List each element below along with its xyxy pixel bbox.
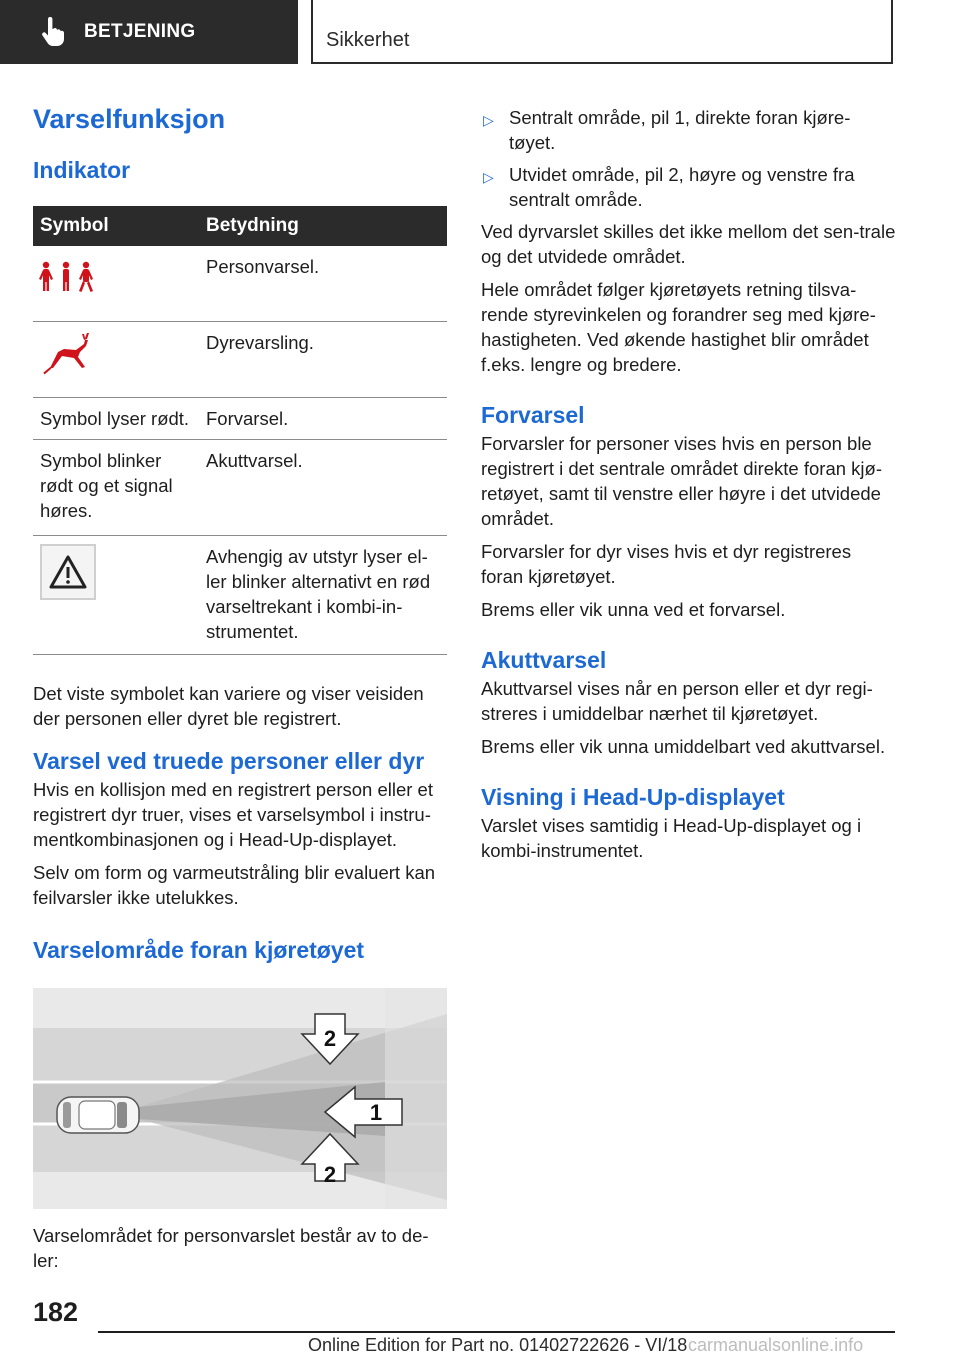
symbol-column-header: Symbol [33,206,199,246]
chapter-tab [311,0,893,64]
hand-pointer-icon [40,17,66,47]
paragraph: Det viste symbolet kan variere og viser veisiden der personen eller dyret ble registrert. [33,683,424,729]
paragraph: Akuttvarsel vises når en person eller et dyr regi-streres i umiddelbar nærhet til kjøretøyet. [481,678,873,724]
page-number: 182 [33,1297,79,1327]
area-bullet-list [481,105,896,212]
paragraph: Hele området følger kjøretøyets retning tilsva-rende styrevinkelen og forandrer seg med kjøre-hastigheten. Ved økende hastighet blir området f.eks. lengre og bredere. [481,279,876,375]
left-column [33,100,447,1273]
pedestrian-warning-icon [38,254,94,302]
section-tab [0,0,298,64]
paragraph: Selv om form og varmeutstråling blir evaluert kan feilvarsler ikke utelukkes. [33,862,436,908]
area-heading: Varselområde foran kjøretøyet [33,937,365,963]
paragraph: Varslet vises samtidig i Head-Up-displayet og i kombi-instrumentet. [481,815,862,861]
paragraph: Hvis en kollisjon med en registrert person eller et registrert dyr truer, vises et varselsymbol i instru-mentkombinasjonen og i Head-Up-displayet. [33,779,433,850]
svg-text:2: 2 [323,1162,337,1187]
edition-footer: Online Edition for Part no. 01402722626 - VI/18 [308,1335,688,1355]
table-row [33,246,447,322]
threat-heading: Varsel ved truede personer eller dyr [33,748,425,774]
acute-warning-heading: Akuttvarsel [481,647,607,673]
triangle-bullet-icon: ▷ [483,169,494,185]
footer-rule [98,1331,895,1333]
paragraph: Brems eller vik unna umiddelbart ved akuttvarsel. [481,736,886,757]
list-item: ▷ Sentralt område, pil 1, direkte foran kjøre-tøyet. [483,107,851,153]
section-label: BETJENING [84,21,196,42]
symbol-cell [33,536,199,655]
diagram-caption: Varselområdet for personvarslet består av to de-ler: [33,1225,429,1271]
car-icon [57,1097,139,1133]
right-column [481,100,896,863]
indicator-table [33,206,447,655]
table-row [33,440,447,536]
meaning-cell: Forvarsel. [199,398,447,440]
symbol-cell: Symbol lyser rødt. [33,398,199,440]
page-title: Varselfunksjon [33,104,226,134]
triangle-bullet-icon: ▷ [483,112,494,128]
table-row [33,322,447,398]
prewarning-heading: Forvarsel [481,402,585,428]
meaning-cell: Akuttvarsel. [199,440,447,536]
table-header-row [33,206,447,246]
table-row [33,398,447,440]
meaning-column-header: Betydning [199,206,447,246]
table-row [33,536,447,655]
warning-area-diagram [33,988,447,1209]
symbol-cell: Symbol blinker rødt og et signal høres. [33,440,199,536]
hud-heading: Visning i Head-Up-displayet [481,784,785,810]
paragraph: Ved dyrvarslet skilles det ikke mellom det sen-trale og det utvidede området. [481,221,896,267]
paragraph: Brems eller vik unna ved et forvarsel. [481,599,786,620]
list-item: ▷ Utvidet område, pil 2, høyre og venstre fra sentralt område. [483,164,855,210]
deer-warning-icon [40,330,96,378]
svg-text:1: 1 [369,1100,383,1125]
svg-text:2: 2 [323,1026,337,1051]
indicator-heading: Indikator [33,157,131,183]
chapter-label: Sikkerhet [326,29,410,51]
paragraph: Forvarsler for personer vises hvis en person ble registrert i det sentrale området direkte foran kjø-retøyet, samt til venstre eller høyre i det utvidede området. [481,433,882,529]
meaning-cell: Avhengig av utstyr lyser el-ler blinker alternativt en rød varseltrekant i kombi-in-strumentet. [199,536,447,655]
symbol-cell [33,322,199,398]
paragraph: Forvarsler for dyr vises hvis et dyr registreres foran kjøretøyet. [481,541,852,587]
watermark: carmanualsonline.info [688,1335,864,1355]
meaning-cell: Dyrevarsling. [199,322,447,398]
symbol-cell [33,246,199,322]
warning-triangle-icon [40,544,96,600]
meaning-cell: Personvarsel. [199,246,447,322]
